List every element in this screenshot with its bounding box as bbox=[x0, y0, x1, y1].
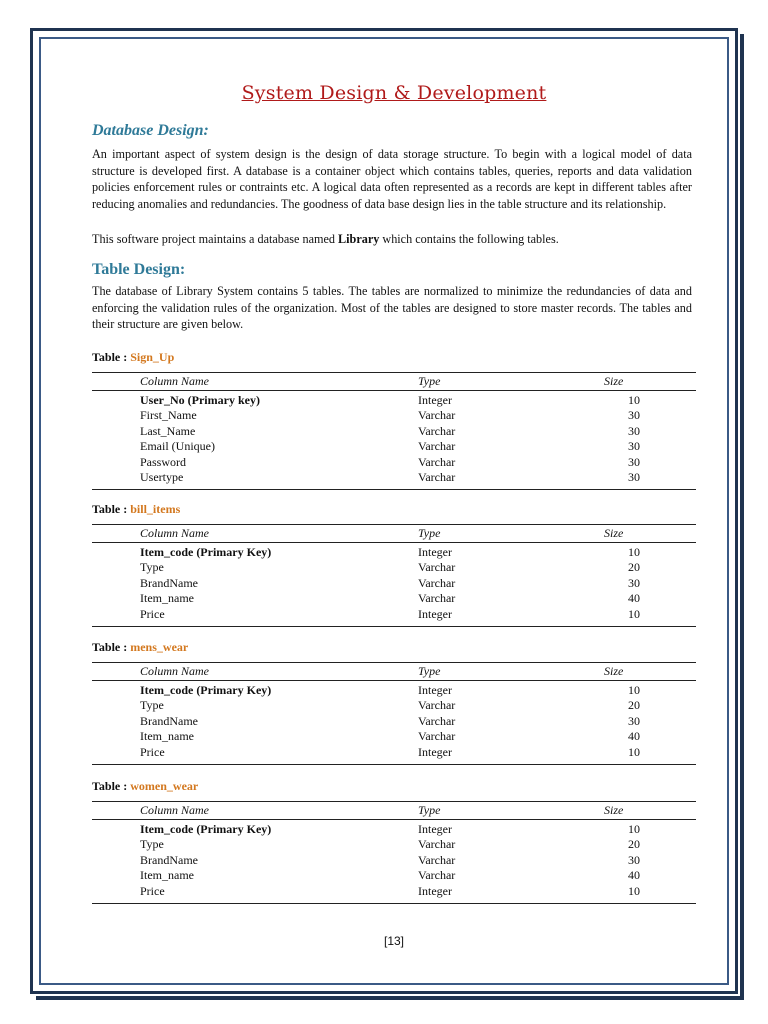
column-name-header: Column Name bbox=[140, 374, 209, 388]
table-name: bill_items bbox=[130, 502, 181, 516]
field-size: 30 bbox=[628, 575, 640, 590]
page-title: System Design & Development bbox=[241, 82, 547, 104]
table-row bbox=[92, 745, 696, 760]
table-row bbox=[92, 884, 696, 899]
type-header: Type bbox=[418, 526, 441, 540]
table-row bbox=[92, 393, 696, 408]
table-row bbox=[92, 729, 696, 744]
field-type: Varchar bbox=[418, 469, 456, 484]
field-name: Type bbox=[140, 837, 164, 852]
size-header: Size bbox=[604, 803, 624, 817]
field-size: 30 bbox=[628, 454, 640, 469]
table-row bbox=[92, 576, 696, 591]
field-type: Varchar bbox=[418, 560, 456, 575]
database-design-heading: Database Design: bbox=[92, 122, 209, 139]
field-type: Varchar bbox=[418, 852, 456, 867]
table-header-row bbox=[92, 802, 696, 820]
field-type: Varchar bbox=[418, 423, 456, 438]
field-name: Password bbox=[140, 454, 187, 469]
field-size: 30 bbox=[628, 713, 640, 728]
type-header: Type bbox=[418, 664, 441, 678]
table-row bbox=[92, 470, 696, 485]
field-type: Integer bbox=[418, 883, 452, 898]
table-row bbox=[92, 698, 696, 713]
table-row bbox=[92, 591, 696, 606]
table-row bbox=[92, 408, 696, 423]
field-name: BrandName bbox=[140, 575, 198, 590]
table-row bbox=[92, 455, 696, 470]
database-name: Library bbox=[338, 232, 380, 246]
field-name: Usertype bbox=[140, 469, 184, 484]
column-name-header: Column Name bbox=[140, 803, 209, 817]
type-header: Type bbox=[418, 374, 441, 388]
table-label: Table : bbox=[92, 640, 128, 654]
table-header-row bbox=[92, 373, 696, 391]
field-size: 10 bbox=[628, 545, 640, 559]
field-size: 10 bbox=[628, 393, 640, 407]
field-size: 40 bbox=[628, 729, 640, 744]
field-name: Last_Name bbox=[140, 423, 196, 438]
table-name: women_wear bbox=[130, 779, 199, 793]
field-size: 10 bbox=[628, 883, 640, 898]
size-header: Size bbox=[604, 664, 624, 678]
field-size: 30 bbox=[628, 439, 640, 454]
field-type: Varchar bbox=[418, 868, 456, 883]
table-label: Table : bbox=[92, 779, 128, 793]
page-number: [13] bbox=[383, 934, 404, 948]
field-type: Varchar bbox=[418, 439, 456, 454]
schema-table bbox=[92, 662, 696, 765]
field-size: 10 bbox=[628, 606, 640, 621]
table-label: Table : bbox=[92, 350, 128, 364]
field-name: Email (Unique) bbox=[140, 439, 215, 454]
field-size: 10 bbox=[628, 683, 640, 697]
field-name: Price bbox=[140, 883, 165, 898]
field-size: 30 bbox=[628, 469, 640, 484]
field-size: 30 bbox=[628, 408, 640, 423]
table-row bbox=[92, 545, 696, 560]
field-name: Type bbox=[140, 698, 164, 713]
field-type: Varchar bbox=[418, 591, 456, 606]
field-name: Item_name bbox=[140, 729, 194, 744]
table-title bbox=[92, 640, 188, 655]
field-size: 10 bbox=[628, 822, 640, 836]
column-name-header: Column Name bbox=[140, 526, 209, 540]
table-header-row bbox=[92, 663, 696, 681]
field-name: Item_code (Primary Key) bbox=[140, 683, 272, 697]
field-name: Item_name bbox=[140, 868, 194, 883]
type-header: Type bbox=[418, 803, 441, 817]
table-row bbox=[92, 424, 696, 439]
field-size: 40 bbox=[628, 868, 640, 883]
field-type: Integer bbox=[418, 393, 452, 407]
field-name: Price bbox=[140, 606, 165, 621]
table-title bbox=[92, 779, 198, 794]
field-size: 40 bbox=[628, 591, 640, 606]
field-type: Varchar bbox=[418, 698, 456, 713]
field-name: Item_name bbox=[140, 591, 194, 606]
table-name: Sign_Up bbox=[130, 350, 175, 364]
field-type: Varchar bbox=[418, 575, 456, 590]
field-type: Varchar bbox=[418, 729, 456, 744]
size-header: Size bbox=[604, 374, 624, 388]
schema-table bbox=[92, 524, 696, 627]
table-label: Table : bbox=[92, 502, 128, 516]
table-row bbox=[92, 607, 696, 622]
field-name: Item_code (Primary Key) bbox=[140, 822, 272, 836]
field-name: User_No (Primary key) bbox=[140, 393, 260, 407]
table-row bbox=[92, 853, 696, 868]
field-type: Integer bbox=[418, 822, 452, 836]
field-type: Integer bbox=[418, 545, 452, 559]
field-size: 20 bbox=[628, 698, 640, 713]
field-type: Varchar bbox=[418, 713, 456, 728]
table-row bbox=[92, 837, 696, 852]
table-row bbox=[92, 683, 696, 698]
field-size: 30 bbox=[628, 852, 640, 867]
table-row bbox=[92, 822, 696, 837]
database-design-paragraph: An important aspect of system design is the design of data storage structure. To begin with a logical model of data structure is developed first. A database is a container object which contains tables, queries, reports and data validation policies enforcement rules or contraints etc. A logical data often represented as a records are kept in different tables after reducing anomalies and redundancies. The goodness of data base design lies in the table structure and its relationship. bbox=[92, 147, 692, 211]
table-row bbox=[92, 439, 696, 454]
field-size: 20 bbox=[628, 837, 640, 852]
table-design-heading: Table Design: bbox=[92, 261, 186, 278]
table-row bbox=[92, 714, 696, 729]
schema-table bbox=[92, 372, 696, 490]
field-name: BrandName bbox=[140, 852, 198, 867]
table-title bbox=[92, 502, 180, 517]
database-name-line bbox=[92, 231, 692, 248]
field-type: Varchar bbox=[418, 408, 456, 423]
field-type: Varchar bbox=[418, 454, 456, 469]
table-header-row bbox=[92, 525, 696, 543]
column-name-header: Column Name bbox=[140, 664, 209, 678]
database-line-suffix: which contains the following tables. bbox=[382, 232, 559, 246]
field-size: 20 bbox=[628, 560, 640, 575]
database-line-prefix: This software project maintains a database named bbox=[92, 232, 335, 246]
field-type: Integer bbox=[418, 606, 452, 621]
field-name: Price bbox=[140, 744, 165, 759]
field-name: Type bbox=[140, 560, 164, 575]
field-name: First_Name bbox=[140, 408, 197, 423]
field-name: Item_code (Primary Key) bbox=[140, 545, 272, 559]
field-size: 30 bbox=[628, 423, 640, 438]
table-title bbox=[92, 350, 174, 365]
table-row bbox=[92, 560, 696, 575]
field-type: Integer bbox=[418, 744, 452, 759]
table-design-paragraph: The database of Library System contains 5 tables. The tables are normalized to minimize the redundancies of data and enforcing the validation rules of the organization. Most of the tables are designed to store master records. The tables and their structure are given below. bbox=[92, 284, 692, 331]
field-size: 10 bbox=[628, 744, 640, 759]
table-row bbox=[92, 868, 696, 883]
size-header: Size bbox=[604, 526, 624, 540]
field-type: Varchar bbox=[418, 837, 456, 852]
field-type: Integer bbox=[418, 683, 452, 697]
schema-table bbox=[92, 801, 696, 904]
field-name: BrandName bbox=[140, 713, 198, 728]
table-name: mens_wear bbox=[130, 640, 189, 654]
